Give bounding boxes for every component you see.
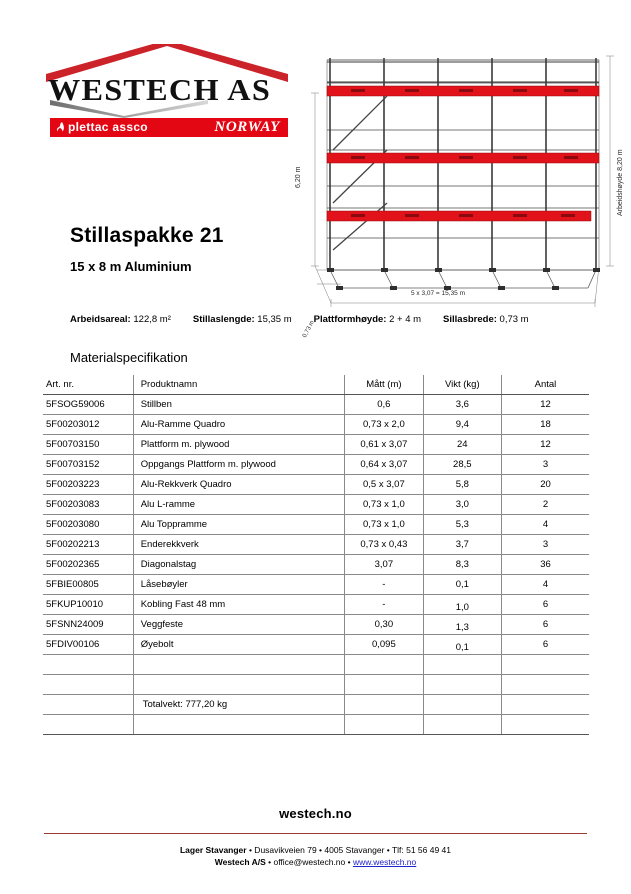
cell-empty xyxy=(133,675,344,695)
cell-produktnamn: Veggfeste xyxy=(133,615,344,635)
table-row xyxy=(43,515,589,535)
spec-stillaslengde xyxy=(193,314,292,325)
cell-art-nr: 5F00203083 xyxy=(43,495,133,515)
cell-art-nr: 5FDIV00106 xyxy=(43,635,133,655)
column-header-vikt: Vikt (kg) xyxy=(423,375,501,395)
cell-matt: 3,07 xyxy=(345,555,424,575)
cell-produktnamn: Plattform m. plywood xyxy=(133,435,344,455)
column-header-antal: Antal xyxy=(501,375,589,395)
cell-vikt-value: 0,1 xyxy=(455,642,469,653)
table-row-empty xyxy=(43,655,589,675)
dimension-label-depth: 0,73 m xyxy=(302,319,316,339)
cell-empty xyxy=(43,715,133,735)
table-row xyxy=(43,495,589,515)
spec-arbeidsareal-key: Arbeidsareal: xyxy=(70,314,131,325)
cell-art-nr: 5F00203223 xyxy=(43,475,133,495)
footer-line-2 xyxy=(0,857,631,869)
cell-vikt: 0,1 xyxy=(423,575,501,595)
cell-matt: 0,30 xyxy=(345,615,424,635)
spec-plattformhoyde-value: 2 + 4 m xyxy=(389,314,422,325)
footer-website: westech.no xyxy=(279,806,352,821)
cell-produktnamn: Låsebøyler xyxy=(133,575,344,595)
table-header xyxy=(43,375,589,395)
cell-vikt xyxy=(423,635,501,655)
cell-produktnamn: Oppgangs Plattform m. plywood xyxy=(133,455,344,475)
cell-vikt-value: 1,0 xyxy=(455,602,469,613)
cell-empty xyxy=(423,695,501,715)
logo-wordmark: WESTECH AS xyxy=(48,72,272,107)
page-subtitle: 15 x 8 m Aluminium xyxy=(70,259,192,274)
cell-matt: 0,73 x 1,0 xyxy=(345,495,424,515)
table-row-empty xyxy=(43,715,589,735)
table-row xyxy=(43,595,589,615)
table-row xyxy=(43,395,589,415)
flame-icon xyxy=(56,122,65,132)
cell-art-nr: 5F00703150 xyxy=(43,435,133,455)
cell-empty xyxy=(43,695,133,715)
cell-matt: 0,5 x 3,07 xyxy=(345,475,424,495)
spec-sillasbrede-value: 0,73 m xyxy=(499,314,529,325)
cell-art-nr: 5F00703152 xyxy=(43,455,133,475)
cell-produktnamn: Diagonalstag xyxy=(133,555,344,575)
cell-matt: 0,61 x 3,07 xyxy=(345,435,424,455)
cell-vikt: 8,3 xyxy=(423,555,501,575)
spec-arbeidsareal xyxy=(70,314,171,325)
scaffolding-illustration xyxy=(299,38,631,310)
table-row xyxy=(43,415,589,435)
footer-address: • Dusavikveien 79 • 4005 Stavanger • Tlf: 51 56 49 41 xyxy=(246,845,452,855)
cell-vikt: 3,6 xyxy=(423,395,501,415)
table-row xyxy=(43,455,589,475)
cell-matt: 0,095 xyxy=(345,635,424,655)
cell-art-nr: 5FKUP10010 xyxy=(43,595,133,615)
cell-antal: 12 xyxy=(501,435,589,455)
cell-art-nr: 5F00202365 xyxy=(43,555,133,575)
cell-empty xyxy=(345,715,424,735)
table-row xyxy=(43,615,589,635)
table-row xyxy=(43,475,589,495)
material-specification-table xyxy=(43,375,589,735)
dimension-label-height: 6,20 m xyxy=(295,166,302,188)
cell-matt: 0,73 x 2,0 xyxy=(345,415,424,435)
cell-antal: 6 xyxy=(501,615,589,635)
logo-country-label: NORWAY xyxy=(214,119,280,135)
footer-lager-label: Lager Stavanger xyxy=(179,845,247,855)
cell-art-nr: 5FSOG59006 xyxy=(43,395,133,415)
cell-produktnamn: Stillben xyxy=(133,395,344,415)
cell-total-label: Totalvekt: 777,20 kg xyxy=(133,695,344,715)
table-row xyxy=(43,575,589,595)
cell-empty xyxy=(345,695,424,715)
cell-antal: 4 xyxy=(501,575,589,595)
cell-vikt: 9,4 xyxy=(423,415,501,435)
cell-vikt: 5,8 xyxy=(423,475,501,495)
cell-empty xyxy=(501,655,589,675)
cell-matt: 0,6 xyxy=(345,395,424,415)
cell-antal: 3 xyxy=(501,535,589,555)
cell-matt: - xyxy=(345,575,424,595)
cell-vikt: 3,0 xyxy=(423,495,501,515)
cell-antal: 18 xyxy=(501,415,589,435)
cell-vikt xyxy=(423,595,501,615)
section-heading: Materialspecifikation xyxy=(70,350,188,365)
cell-produktnamn: Alu L-ramme xyxy=(133,495,344,515)
cell-empty xyxy=(501,715,589,735)
cell-antal: 12 xyxy=(501,395,589,415)
table-row xyxy=(43,635,589,655)
spec-sillasbrede-key: Sillasbrede: xyxy=(443,314,497,325)
spec-sillasbrede xyxy=(443,314,529,325)
cell-produktnamn: Alu Toppramme xyxy=(133,515,344,535)
spec-stillaslengde-value: 15,35 m xyxy=(257,314,292,325)
table-row xyxy=(43,535,589,555)
cell-vikt: 28,5 xyxy=(423,455,501,475)
logo-partner-text xyxy=(56,119,148,136)
dimension-label-length: 5 x 3,07 = 15,35 m xyxy=(411,290,466,297)
cell-produktnamn: Enderekkverk xyxy=(133,535,344,555)
cell-produktnamn: Alu-Rekkverk Quadro xyxy=(133,475,344,495)
cell-antal: 3 xyxy=(501,455,589,475)
cell-matt: - xyxy=(345,595,424,615)
table-header-row xyxy=(43,375,589,395)
cell-empty xyxy=(43,675,133,695)
cell-produktnamn: Kobling Fast 48 mm xyxy=(133,595,344,615)
dimension-label-work-height: Arbeidshøyde 8,20 m xyxy=(617,149,624,216)
scaffold-depth-lines xyxy=(330,270,596,288)
cell-produktnamn: Alu-Ramme Quadro xyxy=(133,415,344,435)
cell-antal: 6 xyxy=(501,595,589,615)
cell-matt: 0,73 x 1,0 xyxy=(345,515,424,535)
cell-empty xyxy=(423,655,501,675)
cell-antal: 6 xyxy=(501,635,589,655)
cell-empty xyxy=(501,675,589,695)
cell-vikt xyxy=(423,615,501,635)
cell-empty xyxy=(345,655,424,675)
cell-matt: 0,73 x 0,43 xyxy=(345,535,424,555)
column-header-art-nr: Art. nr. xyxy=(43,375,133,395)
cell-art-nr: 5FBIE00805 xyxy=(43,575,133,595)
table-row xyxy=(43,555,589,575)
table-body xyxy=(43,395,589,735)
cell-vikt-value: 1,3 xyxy=(455,622,469,633)
spec-plattformhoyde-key: Plattformhøyde: xyxy=(313,314,387,325)
cell-art-nr: 5F00202213 xyxy=(43,535,133,555)
cell-vikt: 24 xyxy=(423,435,501,455)
cell-antal: 36 xyxy=(501,555,589,575)
spec-plattformhoyde xyxy=(314,314,421,325)
specification-summary xyxy=(70,314,570,325)
table-row xyxy=(43,435,589,455)
spec-stillaslengde-key: Stillaslengde: xyxy=(192,314,255,325)
cell-empty xyxy=(423,675,501,695)
cell-antal: 4 xyxy=(501,515,589,535)
cell-vikt: 5,3 xyxy=(423,515,501,535)
cell-art-nr: 5F00203080 xyxy=(43,515,133,535)
page-title: Stillaspakke 21 xyxy=(70,224,224,247)
cell-empty xyxy=(43,655,133,675)
footer-line-1 xyxy=(0,845,631,857)
cell-empty xyxy=(345,675,424,695)
cell-art-nr: 5FSNN24009 xyxy=(43,615,133,635)
cell-empty xyxy=(501,695,589,715)
cell-art-nr: 5F00203012 xyxy=(43,415,133,435)
footer-divider xyxy=(44,833,587,834)
swoosh-graphic xyxy=(50,100,210,118)
cell-matt: 0,64 x 3,07 xyxy=(345,455,424,475)
table-row-empty xyxy=(43,675,589,695)
column-header-matt: Mått (m) xyxy=(345,375,424,395)
cell-produktnamn: Øyebolt xyxy=(133,635,344,655)
cell-empty xyxy=(133,655,344,675)
scaffold-base-plates xyxy=(327,268,600,290)
cell-vikt: 3,7 xyxy=(423,535,501,555)
cell-antal: 20 xyxy=(501,475,589,495)
cell-empty xyxy=(423,715,501,735)
footer-email: • office@westech.no • xyxy=(265,856,353,867)
spec-arbeidsareal-value: 122,8 m² xyxy=(133,314,171,325)
company-logo xyxy=(46,44,288,136)
logo-partner-label: plettac assco xyxy=(68,120,148,134)
cell-antal: 2 xyxy=(501,495,589,515)
footer-contact xyxy=(0,845,631,868)
footer-website-link[interactable]: www.westech.no xyxy=(352,856,417,867)
table-row-total xyxy=(43,695,589,715)
column-header-produktnamn: Produktnamn xyxy=(133,375,344,395)
footer-company-label: Westech A/S xyxy=(214,856,266,867)
cell-empty xyxy=(133,715,344,735)
